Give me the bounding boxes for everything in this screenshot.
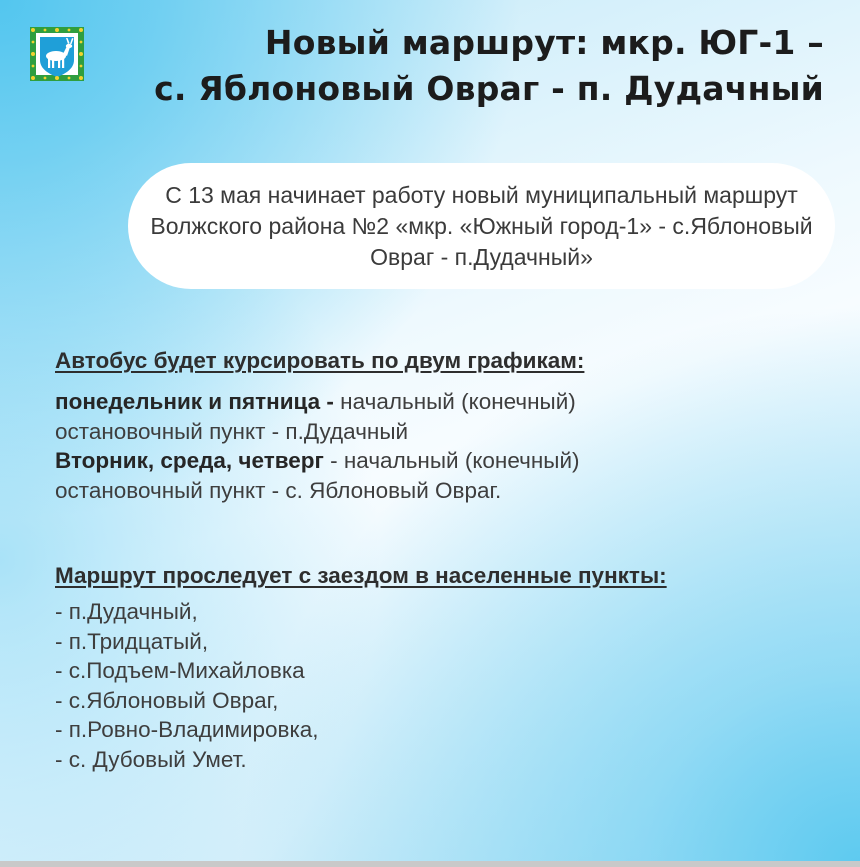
title-line-2: с. Яблоновый Овраг - п. Дудачный (154, 69, 824, 108)
route-heading: Маршрут проследует с заездом в населенные пункты: (55, 563, 667, 588)
schedule-item-2-days: Вторник, среда, четверг (55, 448, 324, 473)
schedule-block (55, 387, 580, 505)
list-item: - п.Дудачный, (55, 599, 198, 624)
list-item: - с.Яблоновый Овраг, (55, 687, 279, 713)
schedule-item-1-line-2: остановочный пункт - п.Дудачный (55, 418, 409, 444)
page-title (64, 20, 824, 112)
list-item: - п.Тридцатый, (55, 628, 209, 654)
schedule-item-1-days: понедельник и пятница - (55, 389, 334, 414)
list-item: - п.Ровно-Владимировка, (55, 717, 319, 742)
schedule-item-2-rest: - начальный (конечный) (323, 448, 580, 473)
intro-callout (128, 163, 835, 289)
list-item: - с. Дубовый Умет. (55, 746, 247, 772)
schedule-heading: Автобус будет курсировать по двум графикам: (55, 348, 585, 373)
intro-text: С 13 мая начинает работу новый муниципальный маршрут Волжского района №2 «мкр. «Южный город-1» - с.Яблоновый Овраг - п.Дудачный» (150, 181, 813, 270)
list-item: - с.Подъем-Михайловка (55, 658, 305, 683)
route-stops-list (55, 597, 319, 774)
schedule-item-2-line-2: остановочный пункт - с. Яблоновый Овраг. (55, 477, 502, 503)
schedule-item-1-line-1 (55, 387, 580, 417)
title-line-1: Новый маршрут: мкр. ЮГ-1 – (264, 23, 824, 62)
bottom-divider (0, 861, 860, 867)
schedule-item-1-rest: начальный (конечный) (333, 389, 576, 414)
schedule-item-2-line-1 (55, 446, 580, 476)
